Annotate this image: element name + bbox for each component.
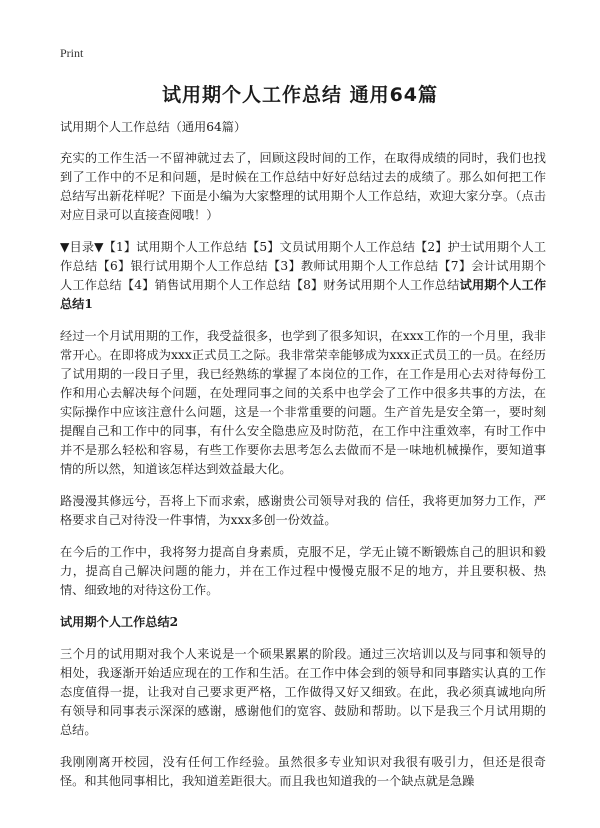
table-of-contents	[60, 238, 546, 314]
section1-paragraph: 在今后的工作中，我将努力提高自身素质，克服不足，学无止镜不断锻炼自己的胆识和毅力，提高自己解决问题的能力，并在工作过程中慢慢克服不足的地方，并且要积极、热情、细致地的对待这份工作。	[60, 545, 546, 597]
section1-heading: 试用期个人工作总结1	[60, 278, 547, 311]
toc-links[interactable]: ▼目录▼【1】试用期个人工作总结【5】文员试用期个人工作总结【2】护士试用期个人工作总结【6】银行试用期个人工作总结【3】教师试用期个人工作总结【7】会计试用期个人工作总结【4】销售试用期个人工作总结【8】财务试用期个人工作总结	[60, 240, 546, 292]
document-subtitle: 试用期个人工作总结（通用64篇）	[60, 120, 247, 134]
document-body	[60, 118, 546, 804]
section2-paragraph: 我刚刚离开校园，没有任何工作经验。虽然很多专业知识对我很有吸引力，但还是很奇怪。和其他同事相比，我知道差距很大。而且我也知道我的一个缺点就是急躁	[60, 755, 546, 788]
print-label[interactable]: Print	[60, 46, 84, 60]
section2-heading: 试用期个人工作总结2	[60, 615, 179, 629]
document-title: 试用期个人工作总结 通用64篇	[161, 84, 439, 106]
section2-paragraph: 三个月的试用期对我个人来说是一个硕果累累的阶段。通过三次培训以及与同事和领导的相处，我逐渐开始适应现在的工作和生活。在工作中体会到的领导和同事踏实认真的工作态度值得一提，让我对自己要求更严格，工作做得又好又细致。在此，我必须真诚地向所有领导和同事表示深深的感谢，感谢他们的宽容、鼓励和帮助。以下是我三个月试用期的总结。	[60, 647, 546, 737]
intro-paragraph: 充实的工作生活一不留神就过去了，回顾这段时间的工作，在取得成绩的同时，我们也找到了工作中的不足和问题，是时候在工作总结中好好总结过去的成绩了。那么如何把工作总结写出新花样呢？下面是小编为大家整理的试用期个人工作总结，欢迎大家分享。（点击对应目录可以直接查阅哦！）	[60, 151, 546, 222]
section1-paragraph: 路漫漫其修远兮，吾将上下而求索，感谢贵公司领导对我的 信任，我将更加努力工作，严格要求自己对待没一件事情，为xxx多创一份效益。	[60, 494, 546, 527]
section1-paragraph: 经过一个月试用期的工作，我受益很多，也学到了很多知识，在xxx工作的一个月里，我非常开心。在即将成为xxx正式员工之际。我非常荣幸能够成为xxx正式员工的一员。在经历了试用期的一段日子里，我已经熟练的掌握了本岗位的工作，在工作是用心去对待每份工作和用心去解决每个问题，在处理同事之间的关系中也学会了工作中很多共事的方法，在实际操作中应该注意什么问题，这是一个非常重要的问题。生产首先是安全第一，要时刻提醒自己和工作中的同事，有什么安全隐患应及时防范，在工作中注重效率，有时工作中并不是那么轻松和容易，有些工作要你去思考怎么去做而不是一味地机械操作，要知道事情的所以然，知道该怎样达到效益最大化。	[60, 329, 546, 476]
